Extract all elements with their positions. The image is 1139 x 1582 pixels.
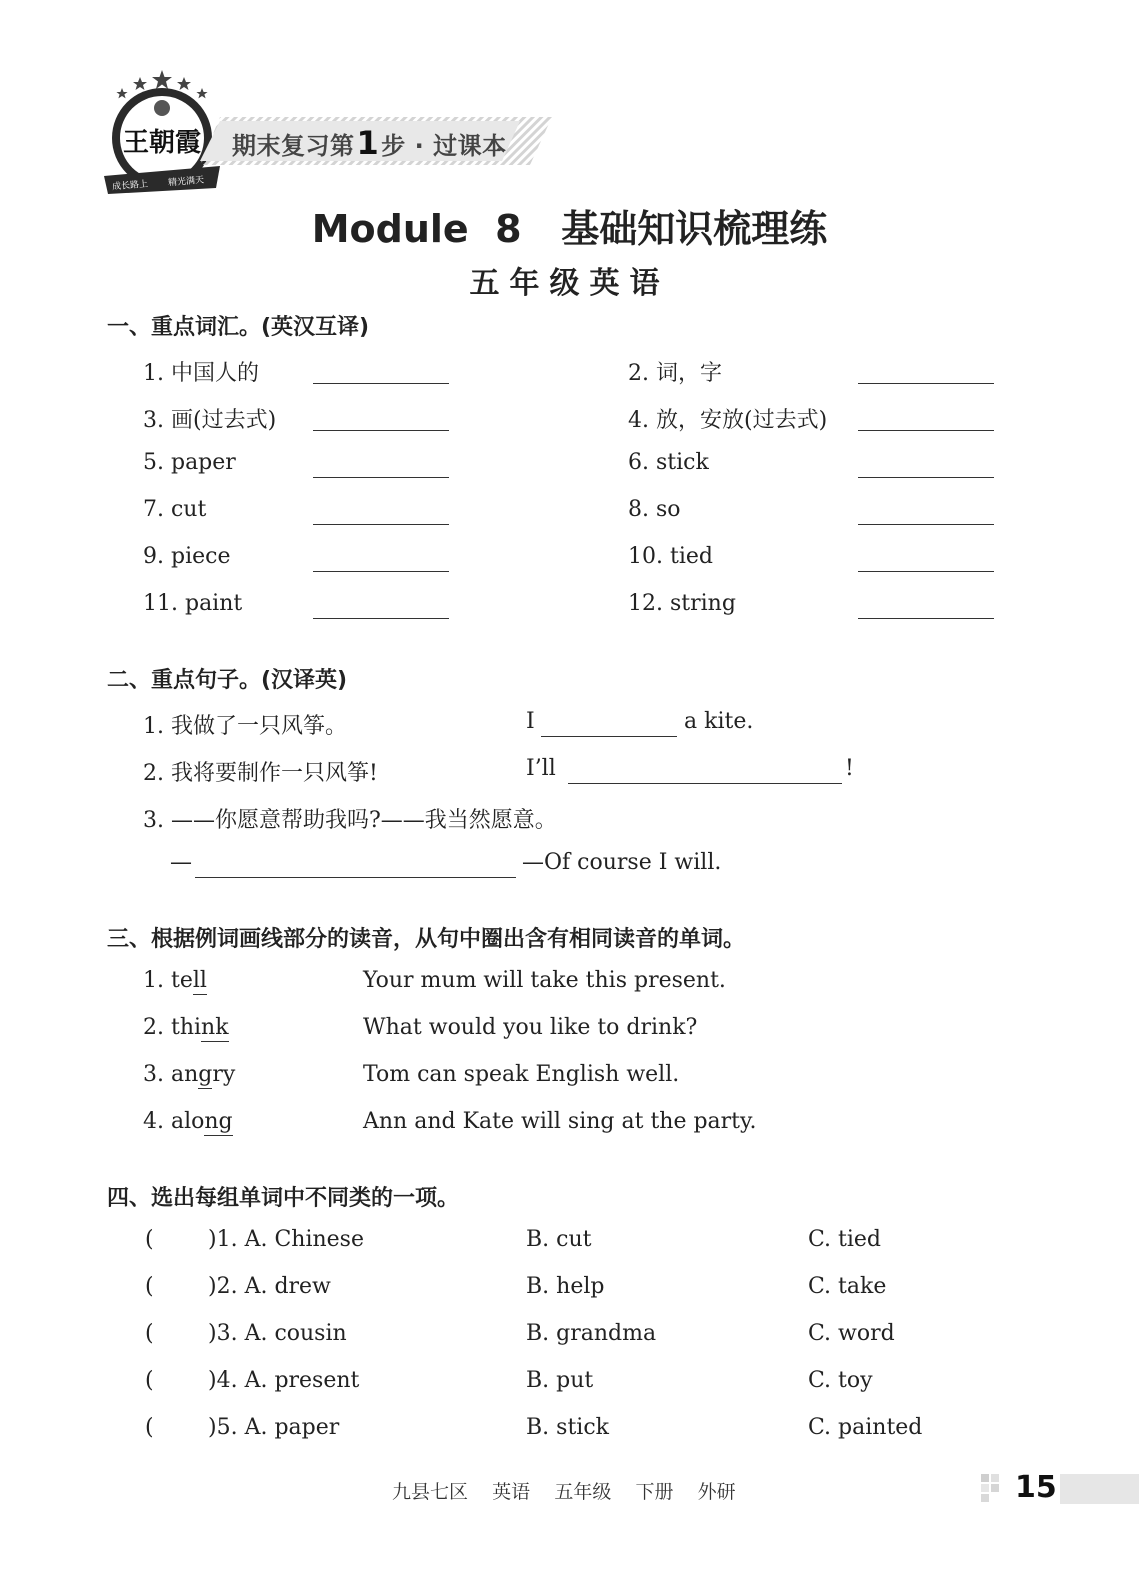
dialogue-dash: — [170, 850, 192, 875]
answer-blank[interactable] [313, 430, 449, 431]
choice-a: )3. A. cousin [208, 1321, 347, 1346]
sentence-en-end: a kite. [684, 709, 754, 734]
choice-a: )4. A. present [208, 1368, 360, 1393]
example-number: 3. [143, 1062, 171, 1087]
example-pre: te [170, 968, 193, 993]
example-number: 4. [143, 1109, 171, 1134]
answer-paren[interactable]: ( [145, 1321, 154, 1346]
banner-step-number: 1 [356, 124, 380, 162]
answer-blank[interactable] [568, 783, 842, 784]
answer-blank[interactable] [858, 618, 994, 619]
vocab-item: 8. so [628, 497, 681, 522]
choice-b: B. grandma [526, 1321, 657, 1346]
answer-blank[interactable] [313, 524, 449, 525]
answer-blank[interactable] [313, 383, 449, 384]
answer-blank[interactable] [858, 524, 994, 525]
answer-blank[interactable] [313, 477, 449, 478]
vocab-item: 1. 中国人的 [143, 361, 259, 386]
vocab-item: 4. 放，安放(过去式) [628, 408, 828, 433]
dialogue-answer: —Of course I will. [522, 850, 722, 875]
answer-paren[interactable]: ( [145, 1415, 154, 1440]
vocab-item: 9. piece [143, 544, 231, 569]
example-pre: alo [170, 1109, 205, 1134]
choice-b: B. put [526, 1368, 594, 1393]
vocab-item: 12. string [628, 591, 736, 616]
answer-blank[interactable] [313, 618, 449, 619]
answer-blank[interactable] [858, 477, 994, 478]
example-number: 2. [143, 1015, 171, 1040]
page-number-bar [1060, 1474, 1139, 1504]
sentence-cn: 3. ——你愿意帮助我吗?——我当然愿意。 [143, 808, 557, 833]
underlined-letters: g [198, 1062, 213, 1087]
phonics-sentence[interactable]: Tom can speak English well. [363, 1062, 680, 1087]
underlined-letters: ng [204, 1109, 233, 1134]
vocab-item: 5. paper [143, 450, 236, 475]
section-4-heading: 四、选出每组单词中不同类的一项。 [107, 1186, 460, 1211]
choice-a: )5. A. paper [208, 1415, 340, 1440]
sentence-en-start: I’ll [526, 756, 556, 781]
example-word [143, 1015, 229, 1040]
answer-paren[interactable]: ( [145, 1368, 154, 1393]
example-number: 1. [143, 968, 171, 993]
vocab-item: 3. 画(过去式) [143, 408, 277, 433]
page-decor [981, 1474, 1007, 1504]
section-2-heading: 二、重点句子。(汉译英) [107, 668, 348, 693]
answer-blank[interactable] [313, 571, 449, 572]
underlined-letters: nk [201, 1015, 229, 1040]
phonics-sentence[interactable]: Your mum will take this present. [363, 968, 726, 993]
choice-a: )2. A. drew [208, 1274, 331, 1299]
example-word [143, 1062, 235, 1087]
footer-text: 九县七区 英语 五年级 下册 外研 [392, 1481, 736, 1503]
answer-blank[interactable] [858, 430, 994, 431]
choice-b: B. cut [526, 1227, 592, 1252]
answer-blank[interactable] [858, 383, 994, 384]
underlined-letters: ll [192, 968, 207, 993]
page-number: 15 [1015, 1470, 1057, 1505]
sentence-en-start: I [526, 709, 535, 734]
logo-slogan-2: 精光满天 [167, 175, 205, 189]
vocab-item: 7. cut [143, 497, 207, 522]
vocab-item: 11. paint [143, 591, 243, 616]
logo-text: 王朝霞 [122, 128, 201, 158]
sentence-cn: 2. 我将要制作一只风筝! [143, 761, 378, 786]
page-subtitle: 五年级英语 [469, 266, 670, 301]
banner-suffix: 步 · 过课本 [381, 132, 507, 160]
logo-slogan-1: 成长路上 [111, 179, 149, 193]
example-word [143, 968, 207, 993]
answer-blank[interactable] [195, 877, 516, 878]
choice-a: )1. A. Chinese [208, 1227, 364, 1252]
sentence-cn: 1. 我做了一只风筝。 [143, 714, 347, 739]
section-3-heading: 三、根据例词画线部分的读音，从句中圈出含有相同读音的单词。 [107, 927, 746, 952]
choice-c: C. toy [808, 1368, 873, 1393]
example-pre: an [170, 1062, 199, 1087]
page-title: Module 8 基础知识梳理练 [311, 207, 828, 251]
answer-paren[interactable]: ( [145, 1274, 154, 1299]
answer-blank[interactable] [541, 736, 677, 737]
phonics-sentence[interactable]: What would you like to drink? [363, 1015, 698, 1040]
banner-text [232, 124, 507, 162]
banner-prefix: 期末复习第 [232, 132, 355, 160]
choice-c: C. painted [808, 1415, 923, 1440]
vocab-item: 6. stick [628, 450, 709, 475]
answer-blank[interactable] [858, 571, 994, 572]
example-pre: thi [170, 1015, 202, 1040]
sentence-en-end: ! [845, 756, 854, 781]
vocab-item: 10. tied [628, 544, 713, 569]
choice-c: C. word [808, 1321, 895, 1346]
example-word [143, 1109, 233, 1134]
answer-paren[interactable]: ( [145, 1227, 154, 1252]
example-post: ry [212, 1062, 236, 1087]
choice-c: C. tied [808, 1227, 882, 1252]
choice-b: B. stick [526, 1415, 609, 1440]
choice-c: C. take [808, 1274, 887, 1299]
vocab-item: 2. 词，字 [628, 361, 722, 386]
choice-b: B. help [526, 1274, 605, 1299]
section-1-heading: 一、重点词汇。(英汉互译) [107, 315, 370, 340]
phonics-sentence[interactable]: Ann and Kate will sing at the party. [363, 1109, 757, 1134]
